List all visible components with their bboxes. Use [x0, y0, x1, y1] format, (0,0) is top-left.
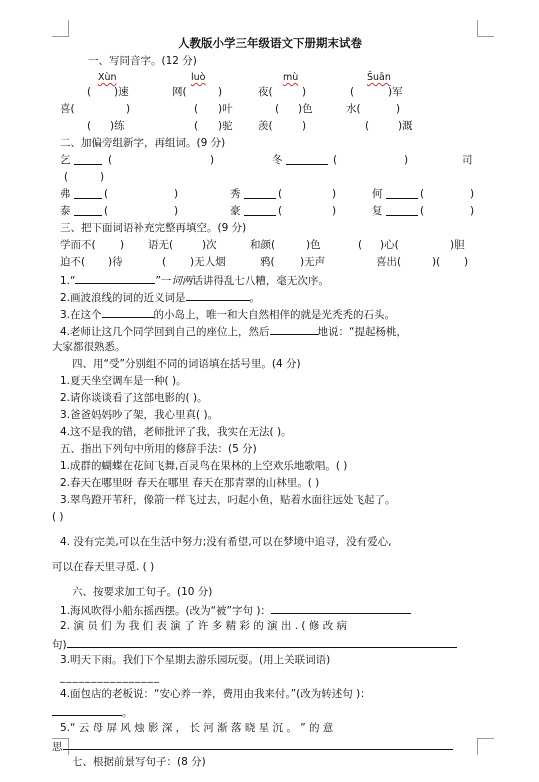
s2r2-a: (	[104, 188, 109, 200]
s3-row-1	[60, 238, 480, 255]
s2r3-char-3: 复	[372, 205, 383, 217]
s3q1-c: 词两	[171, 275, 193, 287]
crop-mark-top-right	[477, 20, 494, 37]
s1r1-e: 夜(	[258, 86, 273, 98]
section-1-heading: 一、写同音字。(12 分)	[88, 55, 197, 67]
section-5-heading: 五、指出下列句中所用的修辞手法：(5 分)	[60, 443, 257, 455]
s4-question-1: 1.夏天坐空调车是一种( )。	[60, 375, 187, 387]
s5-question-1: 1.成群的蝴蝶在花间飞舞,百灵鸟在果林的上空欢乐地歌唱。( )	[60, 460, 348, 472]
s2r1-b: )	[210, 154, 215, 166]
s2r1b-a: (	[64, 171, 69, 183]
s6-question-3-answer-line[interactable]: ________________	[60, 671, 160, 683]
pinyin-3: mù	[283, 72, 299, 83]
s2r2-e: (	[420, 188, 425, 200]
s3-question-2	[60, 289, 480, 306]
exam-title: 人教版小学三年级语文下册期末试卷	[178, 36, 362, 50]
s2r2-char-2: 秀	[230, 188, 241, 200]
s3q1-d: 话讲得乱七八糟，毫无次序。	[192, 275, 329, 287]
s6-question-3: 3.明天下雨。我们下个星期去游乐园玩耍。(用上关联词语)	[60, 654, 331, 666]
s3r2-g: 喜出(	[376, 256, 402, 268]
s1-row-2	[60, 102, 480, 119]
s1r2-a: 喜(	[60, 103, 75, 115]
pinyin-4: Ŝuān	[367, 72, 391, 83]
crop-mark-top-left	[52, 20, 69, 37]
s3r1-h: )心(	[380, 239, 399, 251]
s2r1-blank-1[interactable]	[74, 153, 102, 165]
s1r1-g: (	[350, 86, 355, 98]
s1r2-f: )色	[298, 103, 313, 115]
s1r1-h: )军	[388, 86, 403, 98]
s2r1-char-3: 司	[462, 154, 473, 166]
s4-question-4: 4.这不是我的错，老师批评了我，我实在无法( )。	[60, 426, 292, 438]
s3q1-a: 1.“	[60, 275, 76, 287]
s6-question-4: 4.面包店的老板说：“安心养一养，费用由我来付。”(改为转述句 )：	[60, 688, 371, 700]
s3-question-1	[60, 272, 480, 289]
s1r3-d: )驼	[218, 120, 233, 132]
s1r3-f: )	[302, 120, 307, 132]
s2r3-e: (	[420, 205, 425, 217]
s3q2-a: 2.画波浪线的词的近义词是	[60, 292, 186, 304]
s3q1-b: ”一	[155, 275, 172, 287]
s2r3-blank-3[interactable]	[386, 204, 418, 216]
s6-question-2: 2. 演 员 们 为 我 们 表 演 了 许 多 精 彩 的 演 出 . ( 修 改 病	[60, 620, 348, 632]
s2r3-c: (	[278, 205, 283, 217]
s5-question-4: 4. 没有完美,可以在生活中努力;没有希望,可以在梦境中追寻，没有爱心,	[60, 536, 392, 548]
s3q3-a: 3.在这个	[60, 309, 102, 321]
s1r2-d: )叶	[218, 103, 233, 115]
s2r2-f: )	[470, 188, 475, 200]
s5-question-3-cont: ( )	[52, 511, 64, 523]
exam-page	[52, 36, 480, 772]
s3r1-a: 学而不(	[60, 239, 96, 251]
s2r2-char-1: 弗	[60, 188, 71, 200]
s1r1-d: )	[218, 86, 223, 98]
s2r3-char-2: 豪	[230, 205, 241, 217]
s1r1-b: )速	[114, 86, 129, 98]
s2r1-char-2: 冬	[272, 154, 283, 166]
s2r2-c: (	[278, 188, 283, 200]
s1r1-f: )	[302, 86, 307, 98]
s3q3-blank[interactable]	[102, 306, 154, 318]
s2r2-blank-1[interactable]	[74, 187, 102, 199]
section-2-heading: 二、加偏旁组新字，再组词。(9 分)	[60, 137, 226, 149]
s3-row-2	[60, 255, 480, 272]
pinyin-2: luò	[191, 72, 206, 83]
s3r2-b: )待	[108, 256, 123, 268]
s3r1-e: 和颜(	[250, 239, 276, 251]
s1-row-1	[60, 85, 480, 102]
s3q4-b: 地说：“提起杨桃，	[317, 326, 407, 338]
s3q1-blank[interactable]	[75, 272, 155, 284]
s3-question-4	[60, 323, 480, 340]
s1r3-b: )练	[110, 120, 125, 132]
section-3-heading: 三、把下面词语补充完整再填空。(9 分)	[60, 222, 247, 234]
s3r1-g: (	[358, 239, 363, 251]
s2r1-blank-2[interactable]	[286, 153, 328, 165]
s1r3-e: 羡(	[258, 120, 273, 132]
s2r2-char-3: 何	[372, 188, 383, 200]
s6q5b-text: 思	[52, 741, 63, 753]
s6q5-answer-line[interactable]	[63, 738, 453, 750]
s1r3-a: (	[87, 120, 92, 132]
s2r2-blank-3[interactable]	[386, 187, 418, 199]
s2-row-1	[60, 153, 480, 170]
s3r1-c: 语无(	[148, 239, 174, 251]
s2r3-blank-2[interactable]	[244, 204, 276, 216]
s2r2-b: )	[174, 188, 179, 200]
s3q3-b: 的小岛上，唯一和大自然相伴的就是光秃秃的石头。	[153, 309, 396, 321]
s3r1-f: )色	[306, 239, 321, 251]
pinyin-1: Xùn	[98, 72, 117, 83]
s2r3-blank-1[interactable]	[74, 204, 102, 216]
s6-question-5: 5.“ 云 母 屏 风 烛 影 深 ， 长 河 渐 落 晓 星 沉 。 ” 的 意	[60, 722, 334, 734]
s1r2-h: )	[396, 103, 401, 115]
s3-question-4-cont: 大家都很熟悉。	[52, 341, 126, 353]
s3r2-h: )(	[432, 256, 441, 268]
s3r2-e: 鸦(	[260, 256, 275, 268]
s6q1-text: 1.海风吹得小船东摇西摆。(改为“被”字句 )：	[60, 605, 271, 617]
s2-row-2	[60, 187, 480, 204]
s3q2-b: 。	[249, 292, 261, 304]
s2r1-a: (	[108, 154, 113, 166]
s2r3-d: )	[332, 205, 337, 217]
s2r3-char-1: 泰	[60, 205, 71, 217]
s6-question-4-cont: 。	[52, 704, 480, 721]
s1r2-e: (	[275, 103, 280, 115]
section-6-heading: 六、按要求加工句子。(10 分)	[72, 586, 213, 598]
s5-question-3: 3.翠鸟蹬开苇秆，像箭一样飞过去，叼起小鱼，贴着水面往远处飞起了。	[60, 494, 396, 506]
s3r2-f: )无声	[300, 256, 326, 268]
s4-question-3: 3.爸爸妈妈吵了架，我心里真( )。	[60, 409, 219, 421]
s2r1b-b: )	[100, 171, 105, 183]
s3r2-d: )无人烟	[190, 256, 226, 268]
s3q2-blank[interactable]	[186, 289, 250, 301]
s6-question-5-cont	[52, 738, 480, 755]
s2r1-c: (	[333, 154, 338, 166]
s6-question-1	[60, 602, 480, 619]
s6q2-answer-line[interactable]	[67, 636, 457, 648]
s1-row-3	[60, 119, 480, 136]
s3r1-d: )次	[202, 239, 217, 251]
section-4-heading: 四、用“受”分别组不同的词语填在括号里。(4 分)	[72, 358, 301, 370]
s3r1-b: )	[120, 239, 125, 251]
s1r3-h: )溉	[398, 120, 413, 132]
s2r1-char-1: 乞	[60, 154, 71, 166]
s4-question-2: 2.请你谈谈看了这部电影的( )。	[60, 392, 208, 404]
s3-question-3	[60, 306, 480, 323]
s1r3-g: (	[365, 120, 370, 132]
s5-question-2: 2.春天在哪里呀 春天在哪里 春天在那青翠的山林里。( )	[60, 477, 320, 489]
s3q4-a: 4.老师让这几个同学回到自己的座位上，然后	[60, 326, 270, 338]
s3r1-i: )胆	[450, 239, 465, 251]
s2r1-d: )	[404, 154, 409, 166]
s1r2-c: (	[194, 103, 199, 115]
s6q2b-text: 句)	[52, 639, 67, 651]
s5-question-4-cont: 可以在春天里寻觅. ( )	[52, 561, 155, 573]
s2r2-blank-2[interactable]	[244, 187, 276, 199]
s6q4-answer-line[interactable]	[52, 704, 122, 716]
s3r2-i: )	[464, 256, 469, 268]
pinyin-row	[60, 71, 480, 85]
s3q4-blank[interactable]	[270, 323, 318, 335]
s1r1-c: 网(	[172, 86, 187, 98]
s2-row-1b	[60, 170, 480, 187]
s1r1-a: (	[87, 86, 92, 98]
s6-question-2-cont	[52, 636, 480, 653]
s6q1-answer-line[interactable]	[271, 602, 411, 614]
s1r3-c: (	[194, 120, 199, 132]
s3r2-a: 迫不(	[60, 256, 86, 268]
section-7-heading: 七、根据前景写句子：(8 分)	[72, 756, 206, 768]
s2-row-3	[60, 204, 480, 221]
s3r2-c: (	[162, 256, 167, 268]
s2r2-d: )	[332, 188, 337, 200]
s2r3-b: )	[174, 205, 179, 217]
s2r3-f: )	[470, 205, 475, 217]
s1r2-b: )	[126, 103, 131, 115]
s2r3-a: (	[104, 205, 109, 217]
s1r2-g: 水(	[346, 103, 361, 115]
